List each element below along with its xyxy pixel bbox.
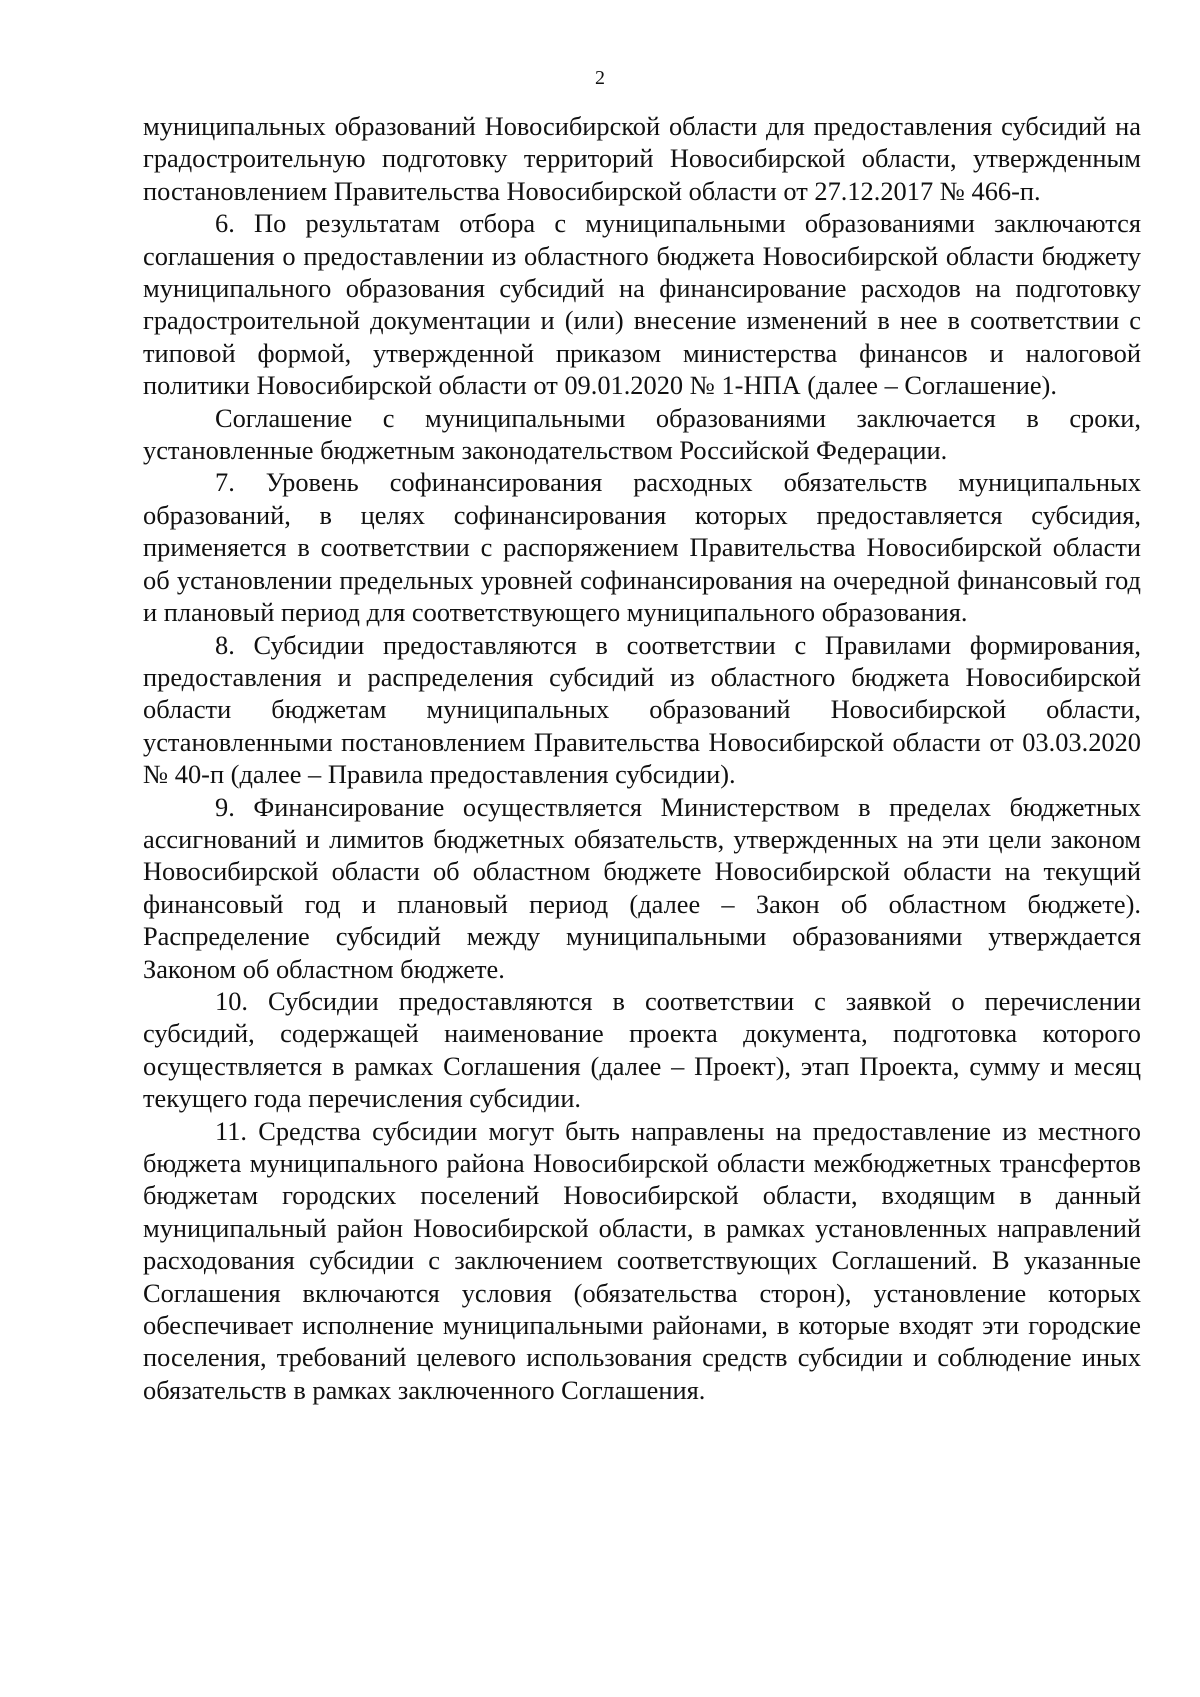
paragraph-agreement-terms: Соглашение с муниципальными образованиями заключается в сроки, установленные бюджетным законодательством Российской Федерации.	[143, 402, 1141, 466]
paragraph-item-10: 10. Субсидии предоставляются в соответствии с заявкой о перечислении субсидий, содержащей наименование проекта документа, подготовка которого осуществляется в рамках Соглашения (далее – Проект), этап Проекта, сумму и месяц текущего года перечисления субсидии.	[143, 985, 1141, 1114]
page-number: 2	[595, 67, 605, 89]
paragraph-item-8: 8. Субсидии предоставляются в соответствии с Правилами формирования, предоставления и распределения субсидий из областного бюджета Новосибирской области бюджетам муниципальных образований Новосибирской области, установленными постановлением Правительства Новосибирской области от 03.03.2020 № 40-п (далее – Правила предоставления субсидии).	[143, 629, 1141, 790]
paragraph-item-11: 11. Средства субсидии могут быть направлены на предоставление из местного бюджета муниципального района Новосибирской области межбюджетных трансфертов бюджетам городских поселений Новосибирской области, входящим в данный муниципальный район Новосибирской области, в рамках установленных направлений расходования субсидии с заключением соответствующих Соглашений. В указанные Соглашения включаются условия (обязательства сторон), установление которых обеспечивает исполнение муниципальными районами, в которые входят эти городские поселения, требований целевого использования средств субсидии и соблюдение иных обязательств в рамках заключенного Соглашения.	[143, 1115, 1141, 1405]
document-body	[143, 110, 1141, 1406]
paragraph-continuation: муниципальных образований Новосибирской области для предоставления субсидий на градостроительную подготовку территорий Новосибирской области, утвержденным постановлением Правительства Новосибирской области от 27.12.2017 № 466-п.	[143, 111, 1141, 206]
paragraph-item-7: 7. Уровень софинансирования расходных обязательств муниципальных образований, в целях софинансирования которых предоставляется субсидия, применяется в соответствии с распоряжением Правительства Новосибирской области об установлении предельных уровней софинансирования на очередной финансовый год и плановый период для соответствующего муниципального образования.	[143, 467, 1141, 628]
paragraph-item-9: 9. Финансирование осуществляется Министерством в пределах бюджетных ассигнований и лимитов бюджетных обязательств, утвержденных на эти цели законом Новосибирской области об областном бюджете Новосибирской области на текущий финансовый год и плановый период (далее – Закон об областном бюджете). Распределение субсидий между муниципальными образованиями утверждается Законом об областном бюджете.	[143, 791, 1141, 984]
paragraph-item-6: 6. По результатам отбора с муниципальными образованиями заключаются соглашения о предоставлении из областного бюджета Новосибирской области бюджету муниципального образования субсидий на финансирование расходов на подготовку градостроительной документации и (или) внесение изменений в нее в соответствии с типовой формой, утвержденной приказом министерства финансов и налоговой политики Новосибирской области от 09.01.2020 № 1-НПА (далее – Соглашение).	[143, 208, 1141, 401]
